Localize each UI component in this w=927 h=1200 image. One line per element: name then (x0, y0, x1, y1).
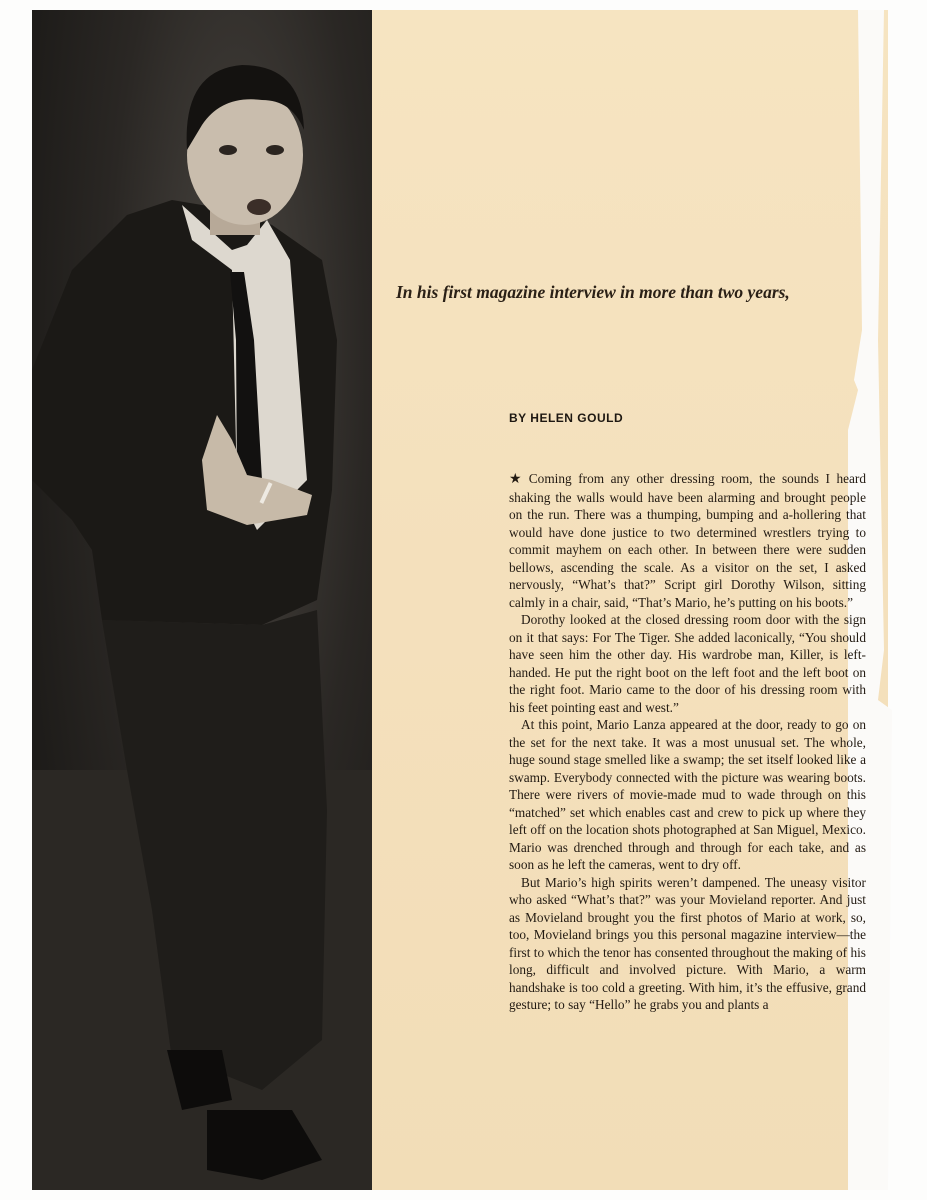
paragraph-4: But Mario’s high spirits weren’t dampened. The uneasy visitor who asked “What’s that?” was your Movieland reporter. And just as Movieland brought you the first photos of Mario at work, so, too, Movieland brings you this personal magazine interview—the first to which the tenor has consented throughout the making of his long, difficult and involved picture. With Mario, a warm handshake is too cold a greeting. With him, it’s the effusive, grand gesture; to say “Hello” he grabs you and plants a (509, 874, 866, 1012)
headline: In his first magazine interview in more than two years, (396, 282, 790, 302)
paragraph-2: Dorothy looked at the closed dressing room door with the sign on it that says: For The Tiger. She added laconically, “You should have seen him the other day. His wardrobe man, Killer, is left-handed. He put the right boot on the left foot and the left boot on the right foot. Mario came to the door of his dressing room with his feet pointing east and west.” (509, 612, 866, 715)
paragraph-1 (509, 470, 866, 611)
article-body (509, 470, 866, 1014)
byline: BY HELEN GOULD (509, 411, 624, 425)
paragraph-3: At this point, Mario Lanza appeared at the door, ready to go on the set for the next take. It was a most unusual set. The whole, huge sound stage smelled like a swamp; the set itself looked like a swamp. Everybody connected with the picture was wearing boots. There were rivers of movie-made mud to wade through on this “matched” set which enables cast and crew to pick up where they left off on the location shots photographed at San Miguel, Mexico. Mario was drenched through and through for each take, and as soon as he left the cameras, went to dry off. (509, 717, 866, 872)
star-icon: ★ (509, 471, 525, 487)
photo-of-mario-lanza (32, 10, 372, 1190)
photograph (32, 10, 372, 1190)
right-eye (266, 145, 284, 155)
left-eye (219, 145, 237, 155)
paragraph-1-text: Coming from any other dressing room, the sounds I heard shaking the walls would have been alarming and brought people on the run. There was a thumping, bumping and a-hollering that would have done justice to two determined wrestlers trying to commit mayhem on each other. In between there were sudden bellows, ascending the scale. As a visitor on the set, I asked nervously, “What’s that?” Script girl Dorothy Wilson, sitting calmly in a chair, said, “That’s Mario, he’s putting on his boots.” (509, 471, 866, 610)
mouth (247, 199, 271, 215)
